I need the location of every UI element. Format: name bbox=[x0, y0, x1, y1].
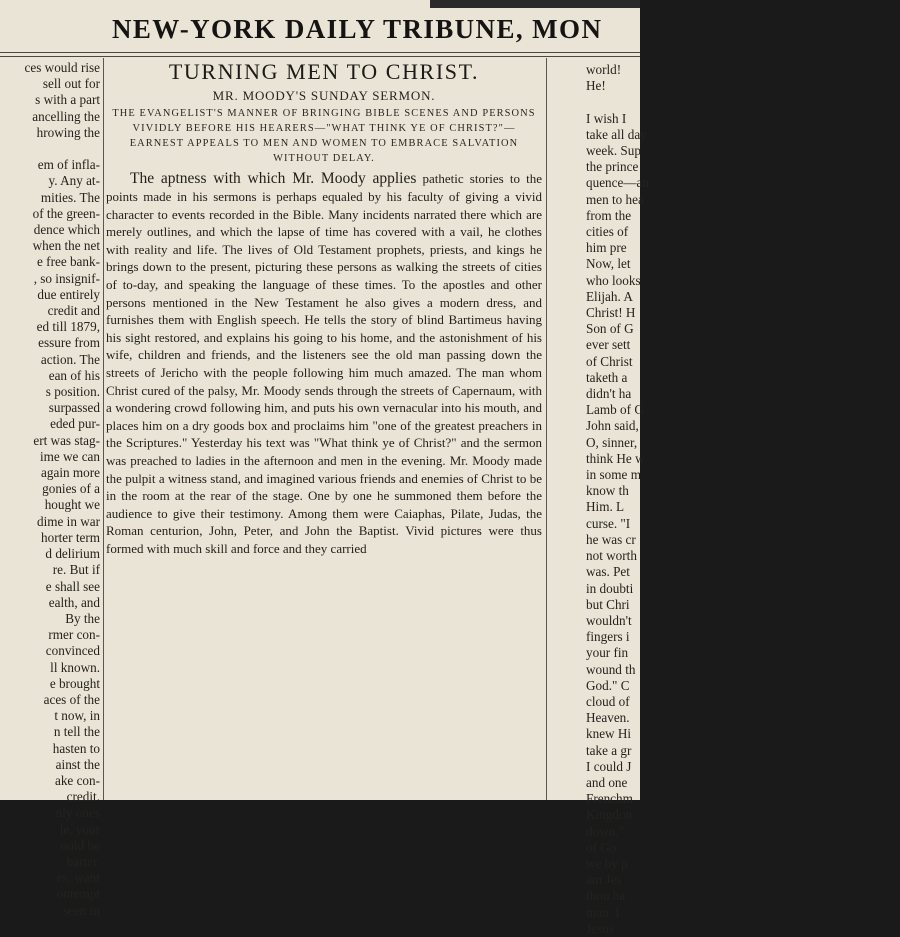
article-headline: TURNING MEN TO CHRIST. bbox=[168, 59, 480, 84]
left-column-line: ealth, and bbox=[48, 594, 100, 610]
left-column-line: due entirely bbox=[37, 286, 100, 302]
left-column-line: ontempt bbox=[56, 886, 100, 902]
left-column-line: ancelling the bbox=[32, 108, 100, 124]
left-column-line: credit. bbox=[66, 789, 100, 805]
left-column-fragment bbox=[0, 60, 100, 919]
right-column-line: of Christ bbox=[586, 353, 633, 369]
right-column-line: was. Pet bbox=[586, 564, 630, 580]
left-column-line: , so insignif- bbox=[33, 270, 100, 286]
left-column-line: sell out for bbox=[42, 76, 100, 92]
left-column-line: y. Any at- bbox=[48, 173, 100, 189]
right-column-line: down." bbox=[586, 823, 624, 839]
left-column-line: le, your bbox=[59, 821, 100, 837]
left-column-line: e shall see bbox=[45, 578, 100, 594]
right-column-line: Frenchm bbox=[586, 791, 633, 807]
right-column-line: Son of G bbox=[586, 321, 634, 337]
right-column-line: He! bbox=[586, 78, 606, 94]
right-column-line: world! bbox=[586, 62, 622, 77]
left-column-line: credit and bbox=[47, 303, 100, 319]
right-column-line: of Go bbox=[586, 839, 617, 855]
right-column-line: ever sett bbox=[586, 337, 631, 353]
left-column-line: dence which bbox=[33, 222, 100, 238]
left-column-line: ert was stag- bbox=[33, 432, 100, 448]
right-column-line: Jesus bbox=[586, 920, 614, 936]
right-column-line: thou ha bbox=[586, 888, 626, 904]
left-column-line: aces of the bbox=[43, 691, 100, 707]
left-column-line: again more bbox=[41, 465, 100, 481]
article-subhead: MR. MOODY'S SUNDAY SERMON. bbox=[212, 88, 436, 104]
left-column-line: surpassed bbox=[48, 400, 100, 416]
masthead-title: NEW-YORK DAILY TRIBUNE, MON bbox=[112, 14, 603, 44]
left-column-line: seen in bbox=[63, 902, 100, 918]
right-column-line: I wish I bbox=[586, 110, 627, 126]
right-column-line: quence—an bbox=[586, 175, 649, 191]
left-column-line: action. The bbox=[40, 351, 100, 367]
column-divider-right bbox=[546, 58, 547, 800]
left-column-line bbox=[0, 141, 100, 157]
left-column-line: hasten to bbox=[52, 740, 100, 756]
right-column-line: men to hea bbox=[586, 191, 644, 207]
right-column-line: Christ! H bbox=[586, 305, 636, 321]
left-column-line: em of infla- bbox=[37, 157, 100, 173]
right-column-line: O, sinner, bbox=[586, 434, 638, 450]
left-column-line: re. But if bbox=[52, 562, 100, 578]
right-column-line: take all day bbox=[586, 126, 647, 142]
right-column-line: he was cr bbox=[586, 531, 636, 547]
left-column-line: rmer con- bbox=[48, 627, 100, 643]
left-column-line: barter. bbox=[66, 853, 100, 869]
masthead-rule-bottom bbox=[0, 56, 640, 57]
main-article bbox=[106, 59, 542, 557]
left-column-line: hrowing the bbox=[36, 124, 100, 140]
page-edge-shadow bbox=[430, 0, 640, 8]
right-column-line: Lamb of G bbox=[586, 402, 644, 418]
right-column-line: and one bbox=[586, 774, 628, 790]
right-column-line: your fin bbox=[586, 645, 629, 661]
right-column-line: him pre bbox=[586, 240, 627, 256]
right-column-fragment bbox=[586, 62, 649, 937]
right-column-line: curse. "I bbox=[586, 515, 631, 531]
right-column-line bbox=[586, 94, 646, 110]
article-body-text: pathetic stories to the points made in his sermons is perhaps equaled by his faculty of giving a vivid character to events recorded in the Bible. Many incidents narrated there which are merely outlines, and which the lapse of time has covered with a vail, he clothes with reality and life. The lives of Old Testament prophets, priests, and kings he brings down to the present, picturing these persons as walking the streets of cities of to-day, and speaking the language of these times. To the apostles and other persons mentioned in the New Testament he also gives a modern dress, and furnishes them with English speech. He tells the story of blind Bartimeus having his sight restored, and explains his going to his home, and the astonishment of his wife, children and friends, and the listeners see the old man passing down the streets of Jericho with the people following him much amazed. The man whom Christ cured of the palsy, Mr. Moody sends through the streets of Capernaum, with a wondering crowd following him, and puts his own vernacular into his mouth, and places him on a dry goods box and proclaims him "one of the greatest preachers in the Scriptures." Yesterday his text was "What think ye of Christ?" and the sermon was preached to ladies in the afternoon and men in the evening. Mr. Moody made the pulpit a witness stand, and imagined various friends and enemies of Christ to be in the room at the rear of the stage. One by one he summoned them before the audience to give their testimony. Among them were Caiaphas, Pilate, Judas, the Roman centurion, John, Peter, and John the Baptist. Vivid pictures were thus formed with much skill and force and they carried bbox=[106, 171, 542, 556]
right-column-line: not worth bbox=[586, 548, 637, 564]
right-column-line: Elijah. A bbox=[586, 288, 633, 304]
left-column-line: convinced bbox=[45, 643, 100, 659]
left-column-line: ces would rise bbox=[24, 60, 100, 75]
left-column-line: eded pur- bbox=[50, 416, 100, 432]
left-column-line: es, want bbox=[56, 870, 100, 886]
left-column-line: ainst the bbox=[55, 756, 100, 772]
left-column-line: By the bbox=[65, 610, 100, 626]
right-column-line: in some m bbox=[586, 467, 641, 483]
right-column-line: knew Hi bbox=[586, 726, 632, 742]
left-column-line: ed till 1879, bbox=[36, 319, 100, 335]
left-column-line: s position. bbox=[45, 384, 100, 400]
right-column-line: but Chri bbox=[586, 596, 630, 612]
right-column-line: think He w bbox=[586, 450, 645, 466]
left-column-line: e brought bbox=[49, 675, 100, 691]
right-column-line: wouldn't bbox=[586, 612, 632, 628]
left-column-line: nly ones bbox=[55, 805, 100, 821]
right-column-line: Kingdon bbox=[586, 807, 633, 823]
left-column-line: d delirium bbox=[45, 546, 100, 562]
right-column-line: fingers i bbox=[586, 629, 630, 645]
left-column-line: when the net bbox=[32, 238, 100, 254]
right-column-line: the prince bbox=[586, 159, 639, 175]
right-column-line: God." C bbox=[586, 677, 630, 693]
left-column-line: t now, in bbox=[54, 708, 100, 724]
article-lead: The aptness with which Mr. Moody applies bbox=[130, 170, 417, 188]
right-column-line: man. I bbox=[586, 904, 620, 920]
right-column-line: from the bbox=[586, 207, 632, 223]
left-column-line: mities. The bbox=[40, 189, 100, 205]
right-column-line: cities of bbox=[586, 224, 629, 240]
left-column-line: s with a part bbox=[35, 92, 100, 108]
right-column-line: Him. L bbox=[586, 499, 625, 515]
column-divider-left bbox=[103, 58, 104, 800]
right-column-line: didn't ha bbox=[586, 386, 632, 402]
masthead-rule-top bbox=[0, 52, 640, 53]
right-column-line: in doubti bbox=[586, 580, 634, 596]
left-column-line: gonies of a bbox=[42, 481, 100, 497]
right-column-line: we by p bbox=[586, 855, 628, 871]
right-column-line: Now, let bbox=[586, 256, 631, 272]
right-column-line: who looks bbox=[586, 272, 641, 288]
left-column-line: ll known. bbox=[50, 659, 100, 675]
left-column-line: essure from bbox=[38, 335, 100, 351]
right-column-line: know th bbox=[586, 483, 629, 499]
article-body bbox=[106, 170, 542, 557]
left-column-line: ime we can bbox=[39, 448, 100, 464]
left-column-line: n tell the bbox=[53, 724, 100, 740]
right-column-line: cloud of bbox=[586, 693, 630, 709]
left-column-line: ake con- bbox=[54, 772, 100, 788]
left-column-line: ould be bbox=[60, 837, 100, 853]
right-column-line: week. Sup bbox=[586, 143, 641, 159]
right-column-line: am Jes bbox=[586, 872, 622, 888]
right-column-line: wound th bbox=[586, 661, 636, 677]
left-column-line: dime in war bbox=[37, 513, 100, 529]
right-column-line: John said, bbox=[586, 418, 639, 434]
left-column-line: e free bank- bbox=[37, 254, 100, 270]
right-column-line: take a gr bbox=[586, 742, 632, 758]
right-column-line: I could J bbox=[586, 758, 632, 774]
left-column-line: horter term bbox=[41, 529, 100, 545]
left-column-line: hought we bbox=[44, 497, 100, 513]
left-column-line: of the green- bbox=[32, 205, 100, 221]
article-deck: THE EVANGELIST'S MANNER OF BRINGING BIBLE SCENES AND PERSONS VIVIDLY BEFORE HIS HEARERS—"WHAT THINK YE OF CHRIST?"—EARNEST APPEALS TO MEN AND WOMEN TO EMBRACE SALVATION WITHOUT DELAY. bbox=[112, 108, 536, 165]
left-column-line: ean of his bbox=[48, 367, 100, 383]
right-column-line: taketh a bbox=[586, 369, 628, 385]
right-column-line: Heaven. bbox=[586, 710, 630, 726]
